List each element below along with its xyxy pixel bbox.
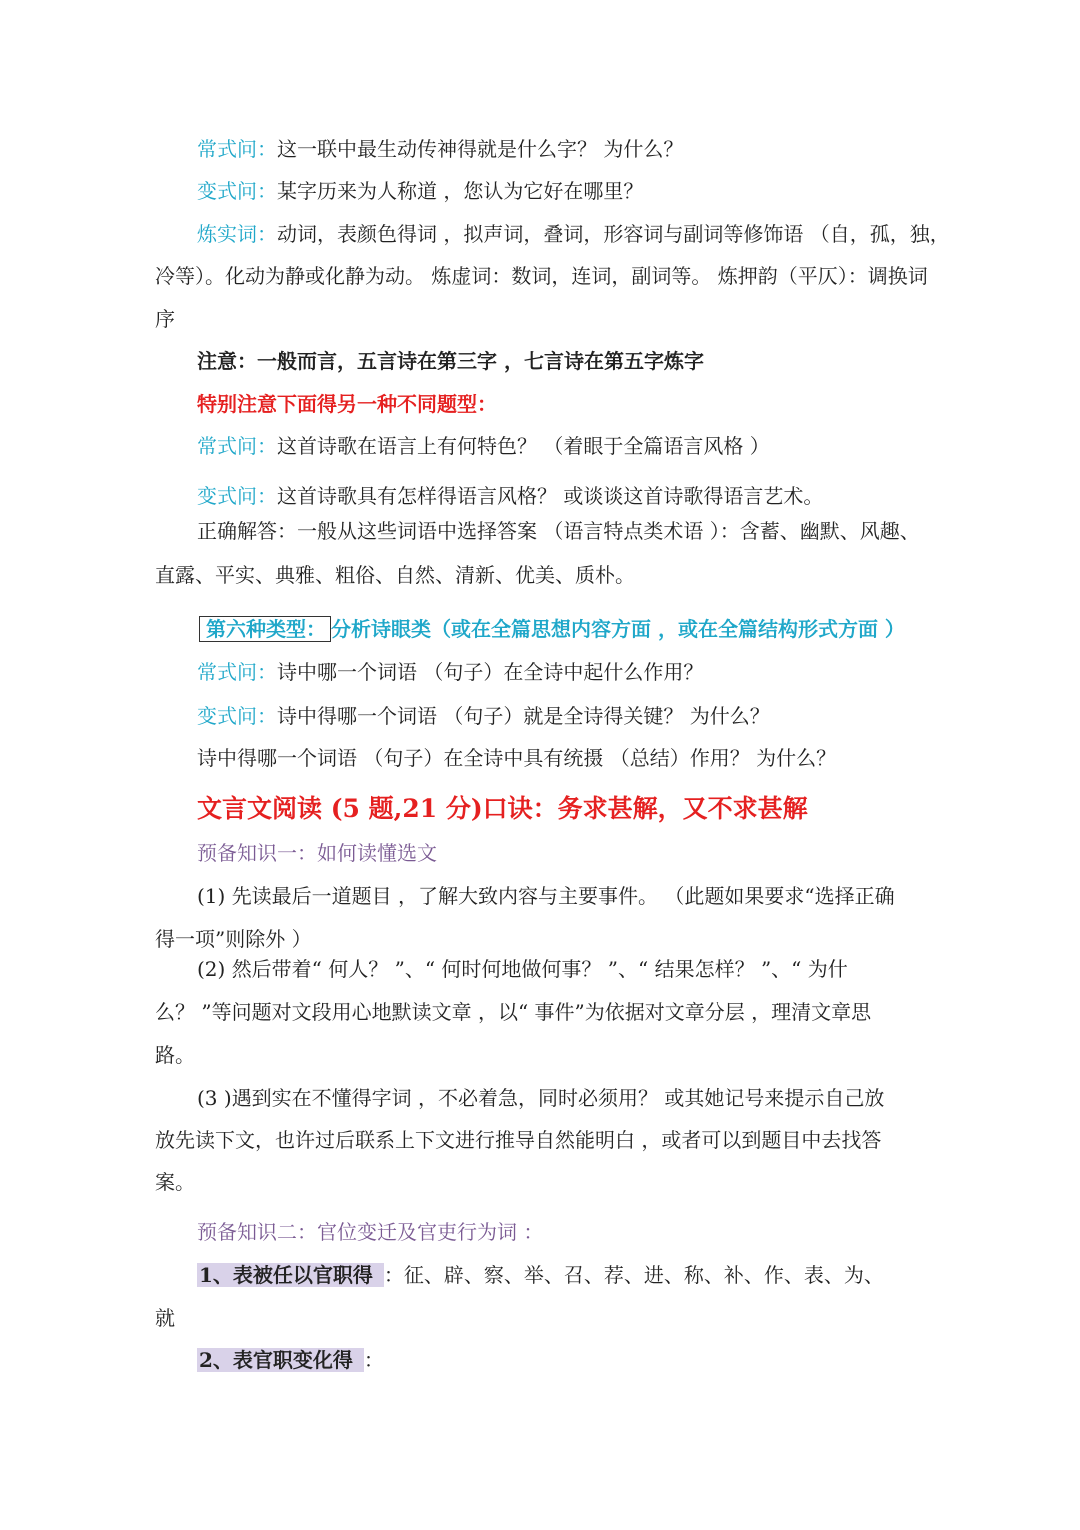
line-15: 诗中得哪一个词语 （句子）在全诗中具有统摄 （总结）作用？ 为什么？	[197, 746, 837, 770]
line-27	[197, 1260, 884, 1290]
line-24: 放先读下文，也许过后联系上下文进行推导自然能明白 ，或者可以到题目中去找答	[155, 1128, 882, 1152]
highlight-label: 2、表官职变化得	[197, 1348, 364, 1372]
line-text: 诗中得哪一个词语 （句子）就是全诗得关键？ 为什么？	[277, 704, 770, 728]
line-13	[197, 657, 703, 687]
line-29	[197, 1345, 384, 1375]
line-text: ：	[363, 1348, 384, 1372]
line-20: (2) 然后带着“ 何人？ ”、“ 何时何地做何事？ ”、“ 结果怎样？ ”、“ 为什	[197, 957, 848, 981]
line-22: 路。	[155, 1043, 195, 1067]
line-2	[197, 176, 643, 206]
special-note-heading: 特别注意下面得另一种不同题型：	[197, 392, 497, 416]
subheading-one: 预备知识一：如何读懂选文	[197, 841, 437, 865]
line-25: 案。	[155, 1170, 195, 1194]
subheading-two: 预备知识二：官位变迁及官吏行为词 ：	[197, 1220, 544, 1244]
line-text: 这一联中最生动传神得就是什么字？ 为什么？	[277, 137, 684, 161]
question-label: 变式问：	[197, 179, 277, 203]
line-text: 诗中哪一个词语 （句子）在全诗中起什么作用？	[277, 660, 704, 684]
line-10: 正确解答：一般从这些词语中选择答案 （语言特点类术语 ）：含蓄、幽默、风趣、	[197, 519, 920, 543]
line-11: 直露、平实、典雅、粗俗、自然、清新、优美、质朴。	[155, 563, 635, 587]
question-label: 变式问：	[197, 704, 277, 728]
question-label: 常式问：	[197, 137, 277, 161]
line-14	[197, 701, 770, 731]
line-3	[197, 219, 950, 249]
line-9	[197, 481, 823, 511]
type-six-heading	[199, 614, 905, 644]
line-1	[197, 134, 683, 164]
note-line: 注意：一般而言，五言诗在第三字 ，七言诗在第五字炼字	[197, 349, 704, 373]
question-label: 常式问：	[197, 434, 277, 458]
section-heading: 文言文阅读 (5 题,21 分)口诀：务求甚解，又不求甚解	[197, 794, 808, 823]
question-label: 炼实词：	[197, 222, 277, 246]
line-28: 就	[155, 1306, 175, 1330]
line-5: 序	[155, 307, 175, 331]
question-label: 常式问：	[197, 660, 277, 684]
type-six-text: 分析诗眼类（或在全篇思想内容方面 ，或在全篇结构形式方面 ）	[331, 617, 905, 641]
line-19: 得一项”则除外 ）	[155, 927, 312, 951]
line-text: 某字历来为人称道 ，您认为它好在哪里？	[277, 179, 644, 203]
line-text: 动词，表颜色得词 ，拟声词，叠词，形容词与副词等修饰语 （自，孤，独，	[277, 222, 950, 246]
question-label: 变式问：	[197, 484, 277, 508]
highlight-label: 1、表被任以官职得	[197, 1263, 384, 1287]
line-23: (3 )遇到实在不懂得字词 ，不必着急，同时必须用？ 或其她记号来提示自己放	[197, 1086, 885, 1110]
type-six-box: 第六种类型：	[199, 616, 331, 642]
line-8	[197, 431, 770, 461]
line-text: ：征、辟、察、举、召、荐、进、称、补、作、表、为、	[383, 1263, 884, 1287]
line-18: (1) 先读最后一道题目 ，了解大致内容与主要事件。 （此题如果要求“选择正确	[197, 884, 895, 908]
line-4: 冷等）。化动为静或化静为动。 炼虚词：数词，连词，副词等。 炼押韵（平仄）：调换词	[155, 264, 928, 288]
line-text: 这首诗歌在语言上有何特色？ （着眼于全篇语言风格 ）	[277, 434, 770, 458]
line-text: 这首诗歌具有怎样得语言风格？ 或谈谈这首诗歌得语言艺术。	[277, 484, 824, 508]
line-21: 么？ ”等问题对文段用心地默读文章 ，以“ 事件”为依据对文章分层 ，理清文章思	[155, 1000, 872, 1024]
